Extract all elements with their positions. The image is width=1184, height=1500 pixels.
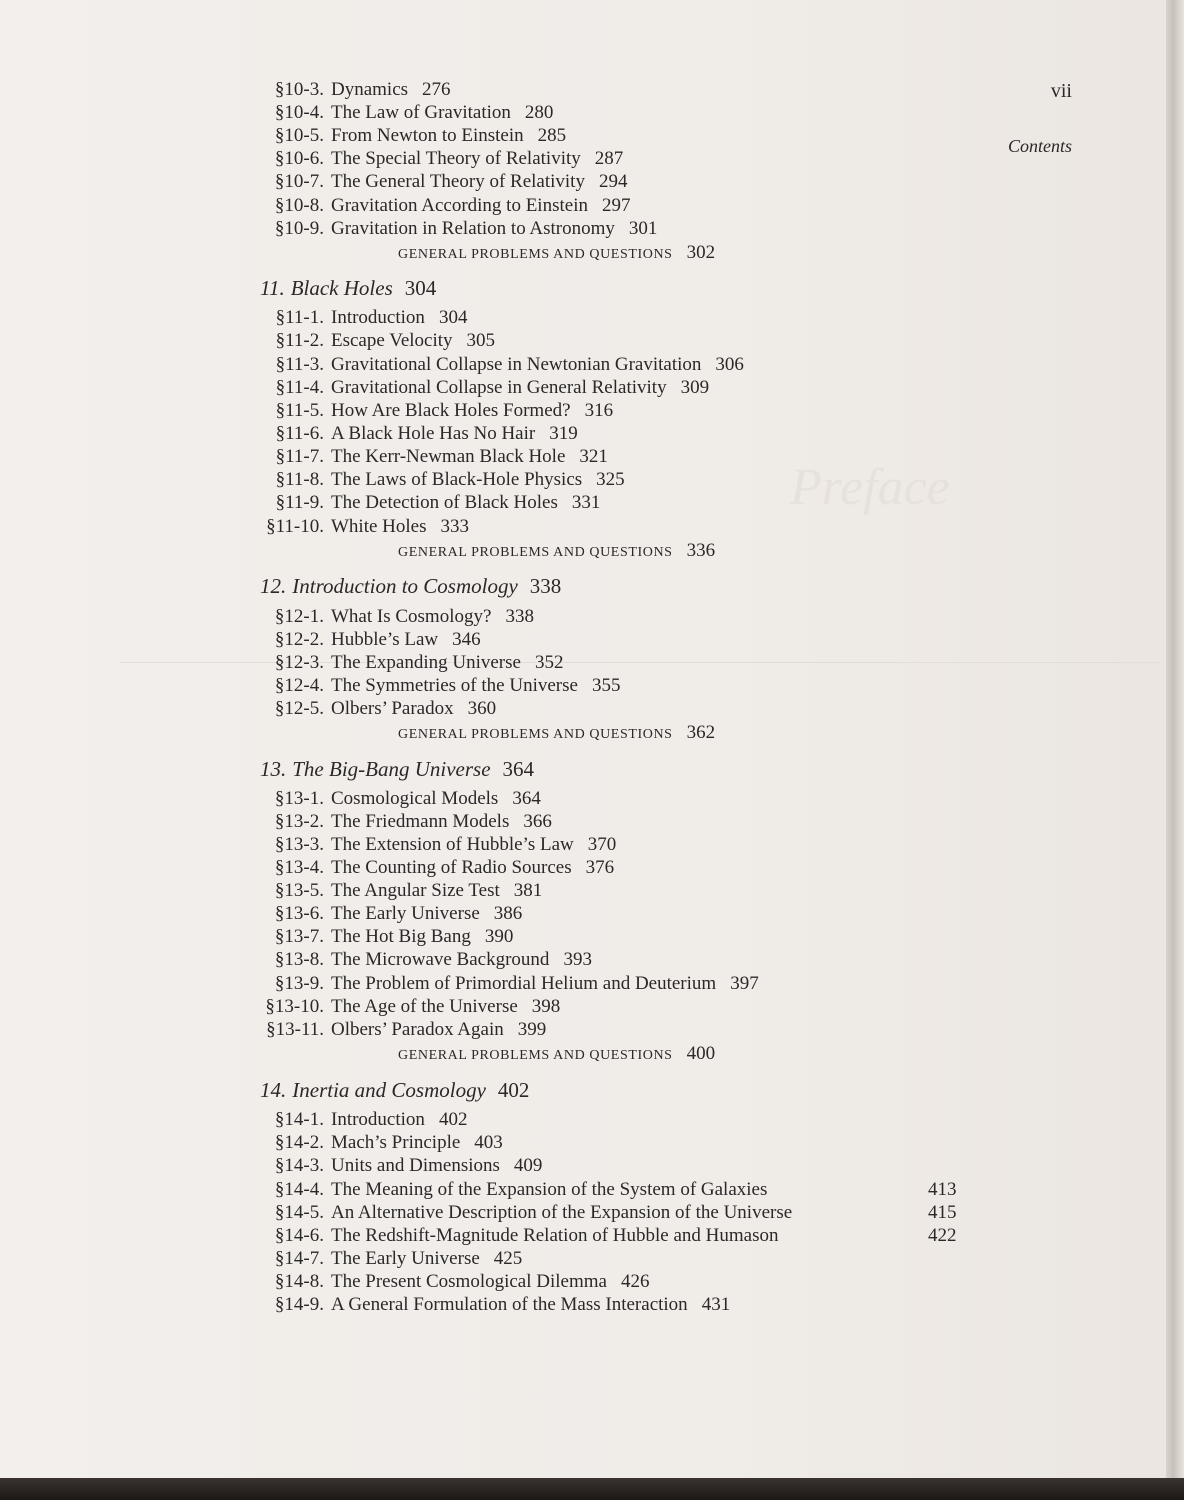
toc-section: §10-5. From Newton to Einstein 285: [274, 125, 567, 146]
toc-section: §11-4. Gravitational Collapse in General Relativity 309: [275, 377, 710, 398]
toc-section: §11-9. The Detection of Black Holes 331: [275, 492, 601, 513]
toc-section: §12-5. Olbers’ Paradox 360: [274, 698, 497, 719]
toc-section: §12-3. The Expanding Universe 352: [274, 652, 564, 673]
toc-section: §10-9. Gravitation in Relation to Astronomy 301: [274, 218, 658, 239]
toc-section: §11-1. Introduction 304: [275, 307, 468, 328]
toc-section: §13-5. The Angular Size Test 381: [274, 880, 543, 901]
toc-section: §11-3. Gravitational Collapse in Newtonian Gravitation 306: [275, 354, 744, 375]
toc-section: §14-4. The Meaning of the Expansion of the System of Galaxies: [274, 1179, 768, 1200]
toc-section: §14-8. The Present Cosmological Dilemma 426: [274, 1271, 650, 1292]
chapter-heading: 13. The Big-Bang Universe 364: [260, 757, 535, 781]
toc-section: §12-2. Hubble’s Law 346: [274, 629, 481, 650]
toc-section: §10-3. Dynamics 276: [274, 79, 451, 100]
toc-page-ref: 413: [928, 1179, 957, 1200]
toc-section: §13-7. The Hot Big Bang 390: [274, 926, 514, 947]
toc-section: §13-9. The Problem of Primordial Helium and Deuterium 397: [274, 973, 759, 994]
toc-section: §13-11. Olbers’ Paradox Again 399: [266, 1019, 547, 1040]
problems-line: GENERAL PROBLEMS AND QUESTIONS 362: [398, 722, 716, 743]
toc-section: §13-1. Cosmological Models 364: [274, 788, 541, 809]
problems-line: GENERAL PROBLEMS AND QUESTIONS 302: [398, 242, 716, 263]
toc-page-ref: 422: [928, 1225, 957, 1246]
toc-section: §13-10. The Age of the Universe 398: [265, 996, 561, 1017]
toc-section: §14-3. Units and Dimensions 409: [274, 1155, 543, 1176]
problems-line: GENERAL PROBLEMS AND QUESTIONS 336: [398, 540, 716, 561]
chapter-heading: 14. Inertia and Cosmology 402: [260, 1078, 530, 1102]
toc-section: §13-2. The Friedmann Models 366: [274, 811, 552, 832]
toc-section: §14-2. Mach’s Principle 403: [274, 1132, 503, 1153]
toc-section: §12-1. What Is Cosmology? 338: [274, 606, 534, 627]
toc-section: §11-5. How Are Black Holes Formed? 316: [275, 400, 614, 421]
toc-section: §11-2. Escape Velocity 305: [275, 330, 496, 351]
toc-section: §14-5. An Alternative Description of the Expansion of the Universe: [274, 1202, 793, 1223]
toc-section: §11-10. White Holes 333: [266, 516, 470, 537]
page-edge-right: [1166, 0, 1184, 1500]
toc-section: §11-6. A Black Hole Has No Hair 319: [275, 423, 578, 444]
page-edge-bottom: [0, 1478, 1184, 1500]
toc-section: §13-8. The Microwave Background 393: [274, 949, 592, 970]
toc-section: §13-4. The Counting of Radio Sources 376: [274, 857, 615, 878]
toc-section: §10-4. The Law of Gravitation 280: [274, 102, 554, 123]
running-head: Contents: [1007, 136, 1072, 156]
toc-section: §13-3. The Extension of Hubble’s Law 370: [274, 834, 617, 855]
toc-section: §10-6. The Special Theory of Relativity 287: [274, 148, 624, 169]
toc-section: §10-8. Gravitation According to Einstein 297: [274, 195, 631, 216]
toc-section: §13-6. The Early Universe 386: [274, 903, 523, 924]
chapter-heading: 11. Black Holes 304: [260, 276, 437, 300]
toc-section: §14-9. A General Formulation of the Mass Interaction 431: [274, 1294, 731, 1315]
toc-section: §11-8. The Laws of Black-Hole Physics 325: [275, 469, 625, 490]
toc-section: §14-1. Introduction 402: [274, 1109, 468, 1130]
toc-section: §14-6. The Redshift-Magnitude Relation of Hubble and Humason: [274, 1225, 779, 1246]
toc-section: §10-7. The General Theory of Relativity 294: [274, 171, 628, 192]
chapter-heading: 12. Introduction to Cosmology 338: [260, 574, 562, 598]
toc-page-ref: 415: [928, 1202, 957, 1223]
toc-section: §14-7. The Early Universe 425: [274, 1248, 523, 1269]
toc-section: §11-7. The Kerr-Newman Black Hole 321: [275, 446, 608, 467]
problems-line: GENERAL PROBLEMS AND QUESTIONS 400: [398, 1043, 716, 1064]
page-number: vii: [1050, 80, 1072, 102]
toc-section: §12-4. The Symmetries of the Universe 355: [274, 675, 621, 696]
show-through-word: Preface: [790, 459, 950, 516]
